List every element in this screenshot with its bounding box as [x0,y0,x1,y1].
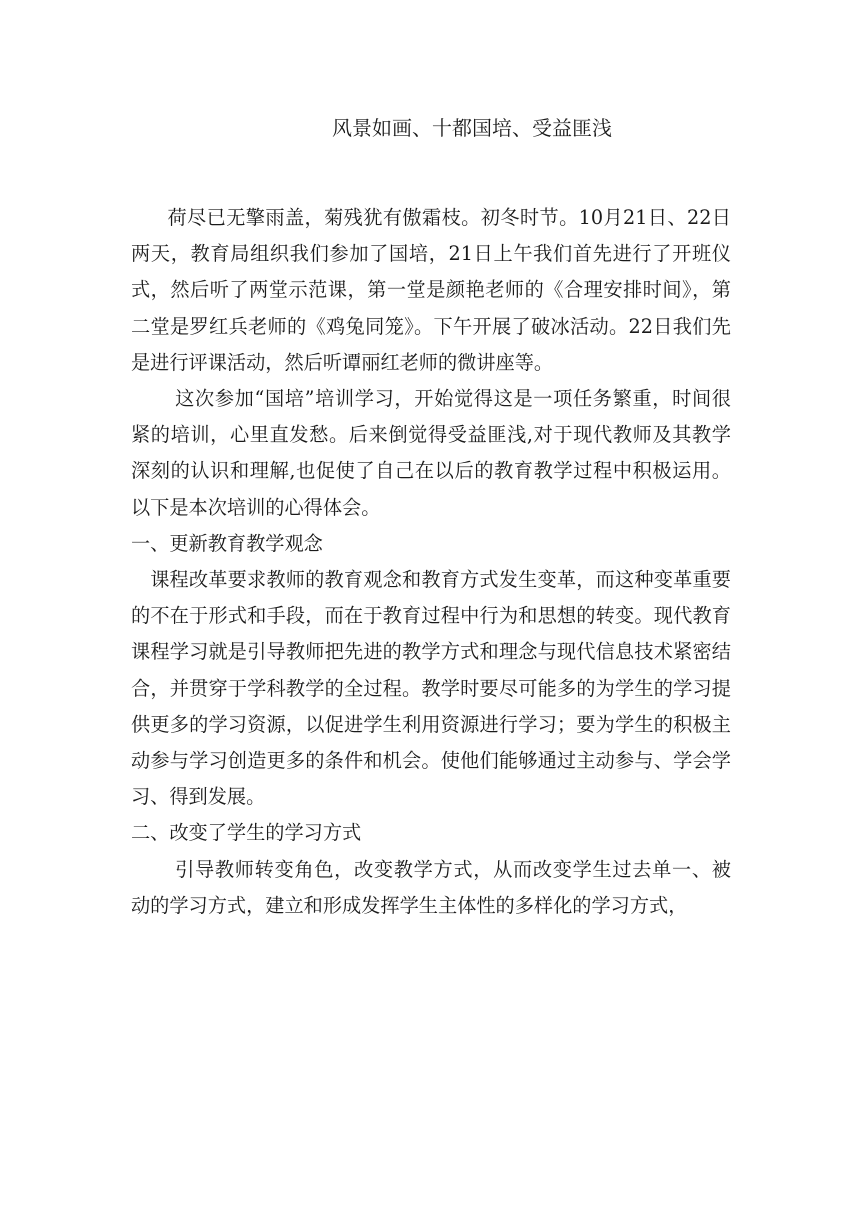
document-body [131,200,731,924]
summary-paragraph: 这次参加“国培”培训学习，开始觉得这是一项任务繁重，时间很紧的培训，心里直发愁。后来倒觉得受益匪浅,对于现代教师及其教学深刻的认识和理解,也促使了自己在以后的教育教学过程中积极运用。以下是本次培训的心得体会。 [131,387,731,519]
section-2-paragraph: 引导教师转变角色，改变教学方式，从而改变学生过去单一、被动的学习方式，建立和形成发挥学生主体性的多样化的学习方式， [131,857,731,917]
section-heading-2: 二、改变了学生的学习方式 [131,821,362,845]
document-title: 风景如画、十都国培、受益匪浅 [332,116,612,140]
section-1-paragraph: 课程改革要求教师的教育观念和教育方式发生变革，而这种变革重要的不在于形式和手段，而在于教育过程中行为和思想的转变。现代教育课程学习就是引导教师把先进的教学方式和理念与现代信息技术紧密结合，并贯穿于学科教学的全过程。教学时要尽可能多的为学生的学习提供更多的学习资源，以促进学生利用资源进行学习；要为学生的积极主动参与学习创造更多的条件和机会。使他们能够通过主动参与、学会学习、得到发展。 [131,568,731,809]
section-heading-1: 一、更新教育教学观念 [131,531,323,555]
intro-paragraph: 荷尽已无擎雨盖，菊残犹有傲霜枝。初冬时节。10月21日、22日两天，教育局组织我们参加了国培，21日上午我们首先进行了开班仪式，然后听了两堂示范课，第一堂是颜艳老师的《合理安排时间》，第二堂是罗红兵老师的《鸡兔同笼》。下午开展了破冰活动。22日我们先是进行评课活动，然后听谭丽红老师的微讲座等。 [131,206,731,374]
